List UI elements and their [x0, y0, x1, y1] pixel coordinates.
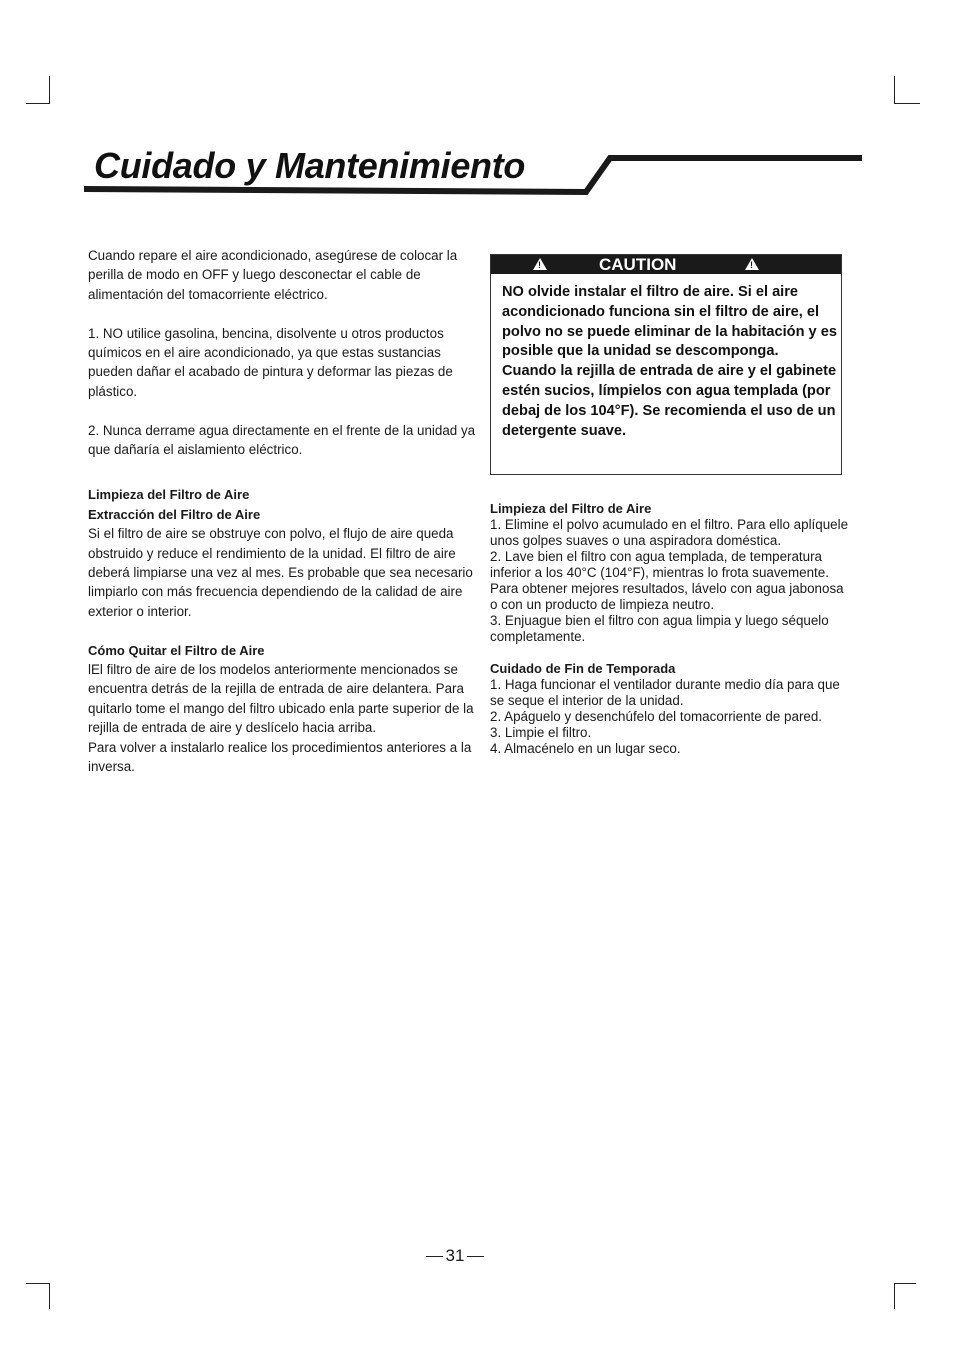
- season-step: 3. Limpie el filtro.: [490, 725, 592, 740]
- cleaning-step: 2. Lave bien el filtro con agua templada, de temperatura inferior a los 40°C (104°F), mientras lo frota suavemente. Para obtener mejores resultados, lávelo con agua jabonosa o con un producto de limpieza neutro.: [490, 549, 844, 612]
- crop-mark-bottom-left-h: [26, 1283, 50, 1284]
- season-step: 4. Almacénelo en un lugar seco.: [490, 741, 681, 756]
- warning-point-1: 1. NO utilice gasolina, bencina, disolvente u otros productos químicos en el aire acondicionado, ya que estas sustancias pueden dañar el acabado de pintura y deformar las piezas de plástico.: [88, 325, 453, 399]
- intro-paragraph: Cuando repare el aire acondicionado, asegúrese de colocar la perilla de modo en OFF y luego desconectar el cable de alimentación del tomacorriente eléctrico.: [88, 248, 458, 302]
- page-title: Cuidado y Mantenimiento: [94, 145, 526, 186]
- cleaning-step: 3. Enjuague bien el filtro con agua limpia y luego séquelo completamente.: [490, 613, 829, 644]
- left-column: [88, 246, 480, 777]
- season-step: 2. Apáguelo y desenchúfelo del tomacorriente de pared.: [490, 709, 823, 724]
- cleaning-step: 1. Elimine el polvo acumulado en el filtro. Para ello aplíquele unos golpes suaves o una aspiradora doméstica.: [490, 517, 849, 548]
- season-heading: Cuidado de Fin de Temporada: [490, 661, 676, 676]
- caution-header: [491, 255, 841, 274]
- filter-removal-body: Si el filtro de aire se obstruye con polvo, el flujo de aire queda obstruido y reduce el rendimiento de la unidad. El filtro de aire deberá limpiarse una vez al mes. Es probable que sea necesario limpiarlo con más frecuencia dependiendo de la calidad de aire exterior o interior.: [88, 526, 473, 619]
- caution-box: [490, 254, 842, 475]
- remove-filter-body: lEl filtro de aire de los modelos anteriormente mencionados se encuentra detrás de la rejilla de entrada de aire delantera. Para quitarlo tome el mango del filtro ubicado enla parte superior de la rejilla de entrada de aire y deslícelo hacia arriba.: [88, 662, 474, 736]
- section-heading-remove-filter: Cómo Quitar el Filtro de Aire: [88, 642, 265, 658]
- caution-text: [502, 283, 838, 441]
- warning-triangle-icon: !: [745, 258, 759, 270]
- dash-right: [467, 1256, 484, 1257]
- page-number: 31: [445, 1246, 465, 1265]
- warning-triangle-icon: !: [533, 258, 547, 270]
- right-column: [490, 501, 850, 757]
- title-underline-rule: [0, 0, 954, 220]
- crop-mark-bottom-left: [49, 1283, 50, 1309]
- crop-mark-bottom-right-h: [894, 1283, 916, 1284]
- reinstall-filter-body: Para volver a instalarlo realice los procedimientos anteriores a la inversa.: [88, 739, 472, 775]
- page-number-footer: [420, 1246, 490, 1266]
- dash-left: [426, 1256, 443, 1257]
- caution-paragraph-1: NO olvide instalar el filtro de aire. Si el aire acondicionado funciona sin el filtro de aire, el polvo no se puede eliminar de la habitación y es posible que la unidad se descomponga.: [502, 284, 837, 360]
- section-heading-filter-cleaning: Limpieza del Filtro de Aire: [88, 487, 250, 503]
- cleaning-heading: Limpieza del Filtro de Aire: [490, 501, 652, 516]
- warning-point-2: 2. Nunca derrame agua directamente en el frente de la unidad ya que dañaría el aislamiento eléctrico.: [88, 422, 476, 458]
- caution-label: CAUTION: [599, 255, 677, 274]
- crop-mark-bottom-right: [894, 1283, 895, 1309]
- section-subheading-filter-removal: Extracción del Filtro de Aire: [88, 506, 261, 522]
- season-step: 1. Haga funcionar el ventilador durante medio día para que se seque el interior de la unidad.: [490, 677, 840, 708]
- caution-paragraph-2: Cuando la rejilla de entrada de aire y el gabinete estén sucios, límpielos con agua templada (por debaj de los 104°F). Se recomienda el uso de un detergente suave.: [502, 363, 837, 439]
